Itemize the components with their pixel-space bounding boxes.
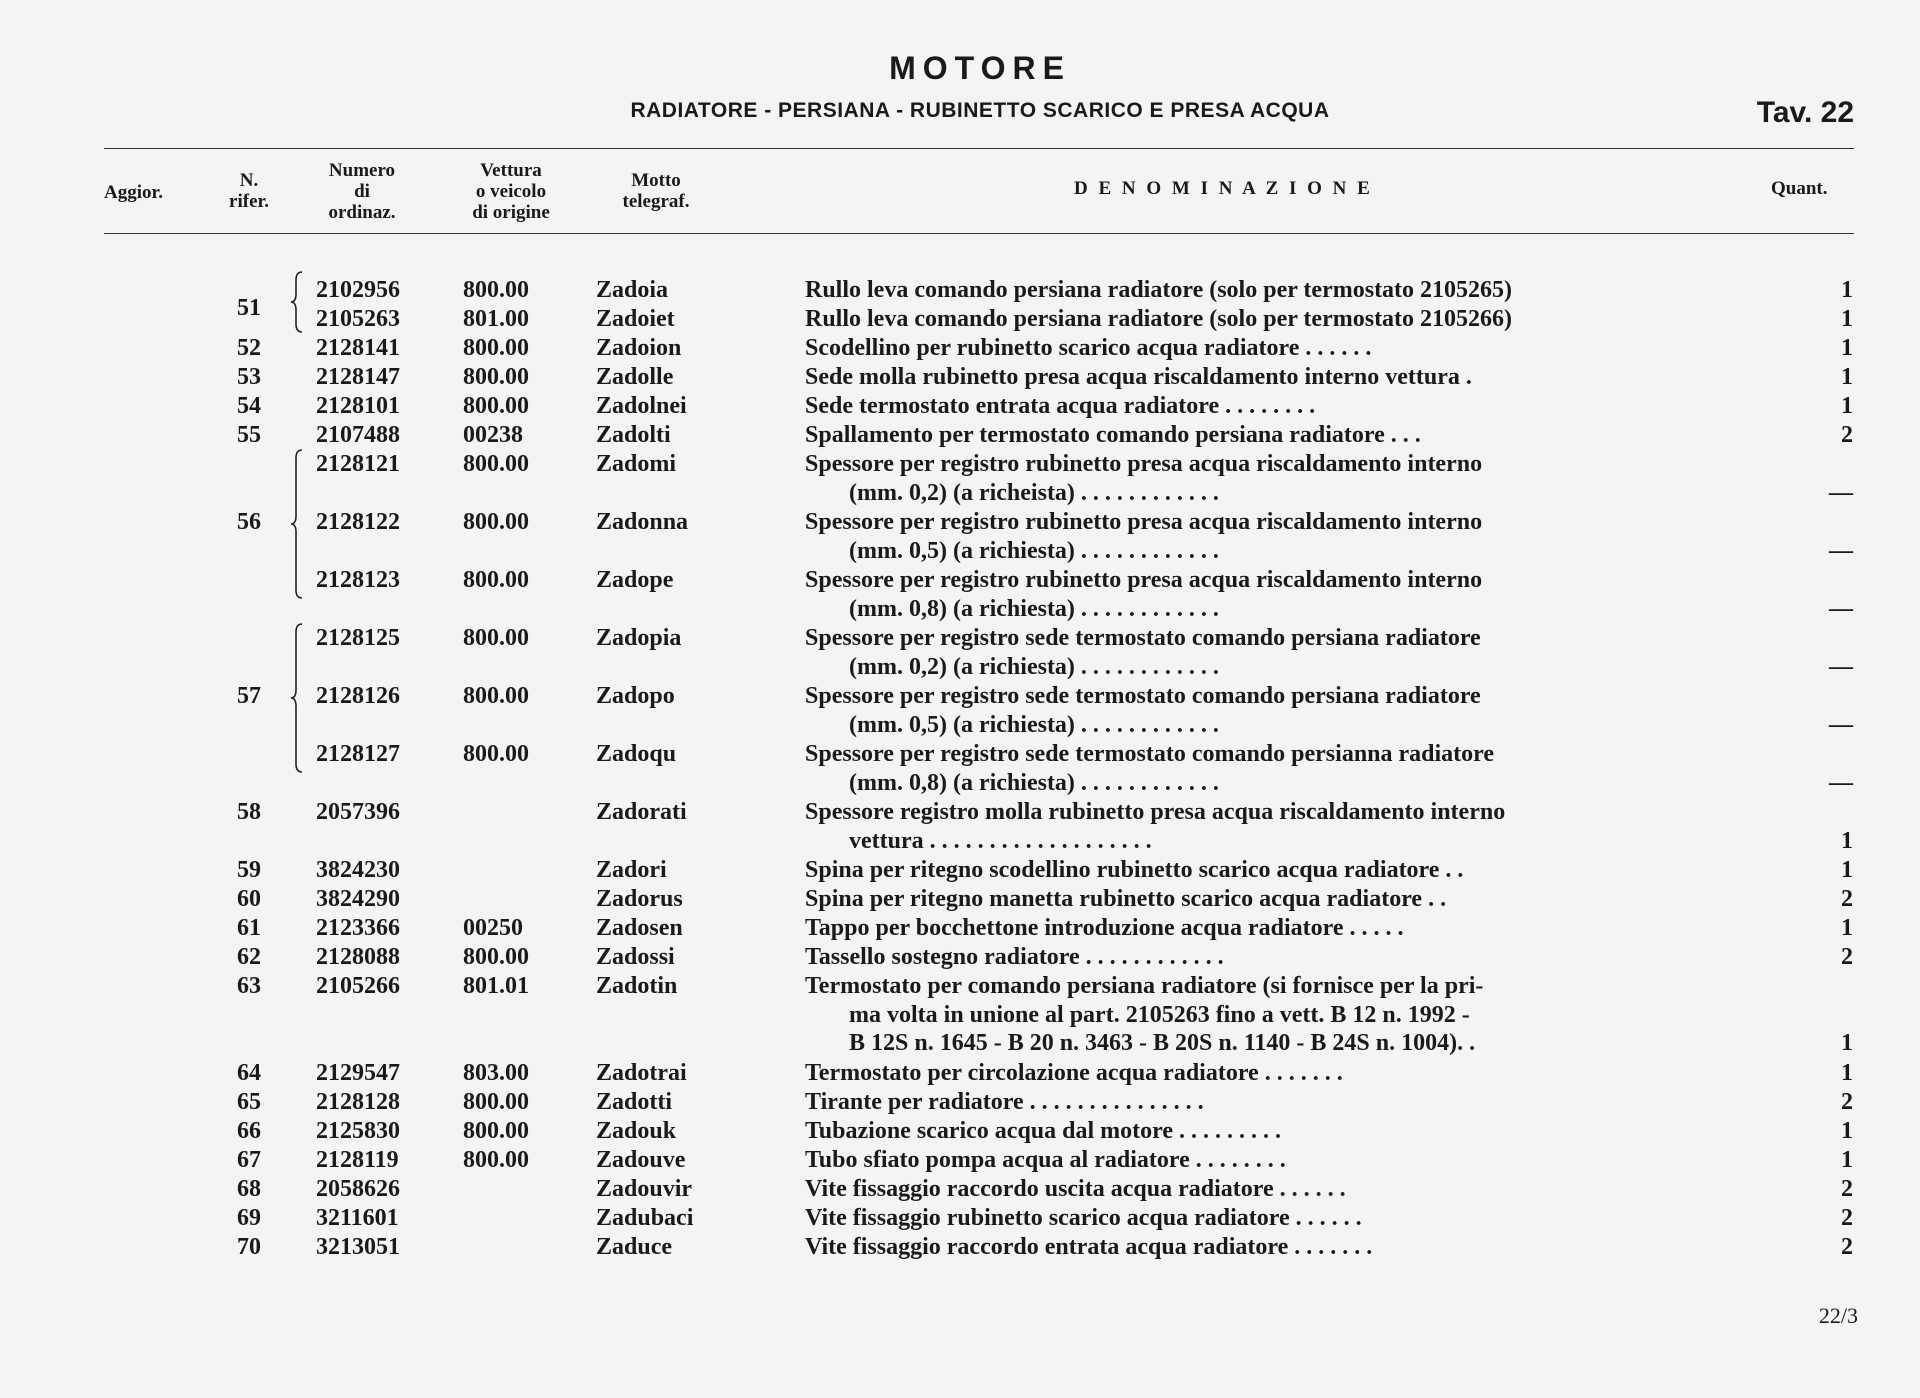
- row-vehicle-origin: 801.01: [463, 973, 529, 999]
- row-vehicle-origin: 800.00: [463, 944, 529, 970]
- row-ref-number: 67: [237, 1147, 261, 1173]
- row-telegraph-code: Zadopia: [596, 625, 682, 651]
- row-ref-number: 64: [237, 1060, 261, 1086]
- row-quantity: 1: [1841, 277, 1853, 303]
- row-ref-number: 55: [237, 422, 261, 448]
- row-telegraph-code: Zadossi: [596, 944, 675, 970]
- row-ref-number: 54: [237, 393, 261, 419]
- row-description-line: Spina per ritegno manetta rubinetto scarico acqua radiatore . .: [805, 886, 1447, 912]
- row-description-line: (mm. 0,5) (a richiesta) . . . . . . . . . . . .: [849, 711, 1219, 738]
- row-order-number: 2105266: [316, 973, 400, 999]
- row-telegraph-code: Zadoiet: [596, 306, 675, 332]
- row-telegraph-code: Zadotti: [596, 1089, 673, 1115]
- row-vehicle-origin: 800.00: [463, 277, 529, 303]
- row-quantity: 2: [1841, 886, 1853, 912]
- row-order-number: 2128147: [316, 364, 400, 390]
- row-description: [805, 363, 1773, 392]
- row-ref-number: 58: [237, 799, 261, 825]
- row-description-line: Spallamento per termostato comando persiana radiatore . . .: [805, 422, 1421, 448]
- row-vehicle-origin: 800.00: [463, 1089, 529, 1115]
- row-vehicle-origin: 800.00: [463, 1118, 529, 1144]
- row-description: [805, 682, 1773, 739]
- row-telegraph-code: Zadorus: [596, 886, 683, 912]
- row-vehicle-origin: 803.00: [463, 1060, 529, 1086]
- row-telegraph-code: Zadouve: [596, 1147, 686, 1173]
- col-header-vettura: Vettura o veicolo di origine: [472, 160, 550, 223]
- row-order-number: 2129547: [316, 1060, 400, 1086]
- row-ref-number: 63: [237, 973, 261, 999]
- row-quantity: 1: [1841, 306, 1853, 332]
- row-description-line: (mm. 0,5) (a richiesta) . . . . . . . . . . . .: [849, 537, 1219, 564]
- col-header-quant: Quant.: [1771, 178, 1828, 199]
- row-order-number: 2107488: [316, 422, 400, 448]
- row-description-line: Sede molla rubinetto presa acqua riscaldamento interno vettura .: [805, 364, 1472, 390]
- row-ref-number: 59: [237, 857, 261, 883]
- group-brace: [290, 622, 304, 774]
- row-description: [805, 334, 1773, 363]
- row-telegraph-code: Zadosen: [596, 915, 683, 941]
- row-order-number: 2128122: [316, 509, 400, 535]
- row-quantity: 2: [1841, 1234, 1853, 1260]
- row-quantity: —: [1829, 653, 1853, 680]
- row-telegraph-code: Zadotin: [596, 973, 678, 999]
- row-description-line: Tubazione scarico acqua dal motore . . . . . . . . .: [805, 1118, 1282, 1144]
- row-quantity: 2: [1841, 1205, 1853, 1231]
- row-description-line: Spessore per registro sede termostato comando persiana radiatore: [805, 625, 1481, 651]
- row-quantity: 1: [1841, 364, 1853, 390]
- row-description-line: Spessore per registro rubinetto presa acqua riscaldamento interno: [805, 509, 1483, 535]
- row-vehicle-origin: 800.00: [463, 567, 529, 593]
- row-vehicle-origin: 800.00: [463, 364, 529, 390]
- row-telegraph-code: Zadope: [596, 567, 674, 593]
- row-quantity: —: [1829, 479, 1853, 506]
- row-description: [805, 450, 1773, 507]
- row-description: [805, 798, 1773, 855]
- col-header-rifer: N. rifer.: [229, 170, 269, 212]
- row-ref-number: 68: [237, 1176, 261, 1202]
- row-telegraph-code: Zadoqu: [596, 741, 677, 767]
- row-order-number: 3824230: [316, 857, 400, 883]
- row-quantity: 1: [1841, 1118, 1853, 1144]
- row-ref-number: 53: [237, 364, 261, 390]
- row-quantity: —: [1829, 711, 1853, 738]
- row-quantity: —: [1829, 769, 1853, 796]
- row-vehicle-origin: 800.00: [463, 683, 529, 709]
- row-description: [805, 740, 1773, 797]
- row-description-line: Tirante per radiatore . . . . . . . . . . . . . . .: [805, 1089, 1204, 1115]
- row-vehicle-origin: 800.00: [463, 335, 529, 361]
- row-description-line: Spessore per registro rubinetto presa acqua riscaldamento interno: [805, 451, 1483, 477]
- row-description-line: (mm. 0,8) (a richiesta) . . . . . . . . . . . .: [849, 769, 1219, 796]
- group-ref-number: 57: [237, 683, 261, 709]
- row-order-number: 3824290: [316, 886, 400, 912]
- row-description: [805, 885, 1773, 914]
- row-vehicle-origin: 801.00: [463, 306, 529, 332]
- row-telegraph-code: Zadolle: [596, 364, 674, 390]
- row-description: [805, 943, 1773, 972]
- row-order-number: 2128101: [316, 393, 400, 419]
- row-ref-number: 66: [237, 1118, 261, 1144]
- row-description-line: B 12S n. 1645 - B 20 n. 3463 - B 20S n. 1140 - B 24S n. 1004). .: [849, 1030, 1476, 1057]
- row-description: [805, 1204, 1773, 1233]
- row-description-line: Spessore per registro rubinetto presa acqua riscaldamento interno: [805, 567, 1483, 593]
- row-description-line: Spina per ritegno scodellino rubinetto scarico acqua radiatore . .: [805, 857, 1464, 883]
- row-quantity: 1: [1841, 393, 1853, 419]
- row-description-line: Rullo leva comando persiana radiatore (solo per termostato 2105266): [805, 306, 1513, 332]
- row-order-number: 2058626: [316, 1176, 400, 1202]
- row-vehicle-origin: 800.00: [463, 393, 529, 419]
- group-brace: [290, 270, 304, 334]
- col-header-aggior: Aggior.: [104, 182, 163, 203]
- row-description: [805, 421, 1773, 450]
- row-order-number: 2128126: [316, 683, 400, 709]
- row-order-number: 2125830: [316, 1118, 400, 1144]
- row-description: [805, 972, 1773, 1058]
- row-telegraph-code: Zadorati: [596, 799, 687, 825]
- row-telegraph-code: Zadoia: [596, 277, 669, 303]
- table-number: Tav. 22: [1756, 96, 1854, 129]
- row-quantity: 2: [1841, 1089, 1853, 1115]
- row-description-line: Tappo per bocchettone introduzione acqua radiatore . . . . .: [805, 915, 1404, 941]
- row-description-line: Scodellino per rubinetto scarico acqua radiatore . . . . . .: [805, 335, 1372, 361]
- row-telegraph-code: Zadouk: [596, 1118, 677, 1144]
- row-ref-number: 69: [237, 1205, 261, 1231]
- row-description: [805, 1146, 1773, 1175]
- row-description-line: ma volta in unione al part. 2105263 fino a vett. B 12 n. 1992 -: [849, 1001, 1470, 1028]
- row-order-number: 2128123: [316, 567, 400, 593]
- row-vehicle-origin: 800.00: [463, 625, 529, 651]
- row-description: [805, 276, 1773, 305]
- row-description: [805, 1233, 1773, 1262]
- row-description: [805, 856, 1773, 885]
- row-order-number: 3213051: [316, 1234, 400, 1260]
- row-ref-number: 61: [237, 915, 261, 941]
- row-telegraph-code: Zadolnei: [596, 393, 687, 419]
- row-description: [805, 1117, 1773, 1146]
- row-ref-number: 52: [237, 335, 261, 361]
- row-telegraph-code: Zadori: [596, 857, 667, 883]
- row-telegraph-code: Zadolti: [596, 422, 671, 448]
- row-telegraph-code: Zadopo: [596, 683, 675, 709]
- row-order-number: 2102956: [316, 277, 400, 303]
- row-quantity: 2: [1841, 422, 1853, 448]
- group-ref-number: 51: [237, 295, 261, 321]
- row-order-number: 2128127: [316, 741, 400, 767]
- row-description-line: Vite fissaggio raccordo entrata acqua radiatore . . . . . . .: [805, 1234, 1373, 1260]
- row-vehicle-origin: 800.00: [463, 451, 529, 477]
- row-description-line: vettura . . . . . . . . . . . . . . . . . . .: [849, 827, 1152, 854]
- row-description-line: Tubo sfiato pompa acqua al radiatore . . . . . . . .: [805, 1147, 1286, 1173]
- row-description-line: Termostato per circolazione acqua radiatore . . . . . . .: [805, 1060, 1343, 1086]
- row-description: [805, 392, 1773, 421]
- row-description-line: Vite fissaggio raccordo uscita acqua radiatore . . . . . .: [805, 1176, 1346, 1202]
- row-description-line: Sede termostato entrata acqua radiatore . . . . . . . .: [805, 393, 1316, 419]
- row-description-line: Tassello sostegno radiatore . . . . . . . . . . . .: [805, 944, 1224, 970]
- row-telegraph-code: Zadouvir: [596, 1176, 693, 1202]
- row-telegraph-code: Zadotrai: [596, 1060, 687, 1086]
- row-order-number: 2128125: [316, 625, 400, 651]
- row-vehicle-origin: 800.00: [463, 1147, 529, 1173]
- row-telegraph-code: Zadoion: [596, 335, 682, 361]
- page-number: 22/3: [1818, 1303, 1858, 1328]
- row-description: [805, 1088, 1773, 1117]
- col-header-denominazione: D E N O M I N A Z I O N E: [1074, 178, 1373, 199]
- row-ref-number: 60: [237, 886, 261, 912]
- row-description: [805, 508, 1773, 565]
- row-telegraph-code: Zadomi: [596, 451, 677, 477]
- row-quantity: 2: [1841, 944, 1853, 970]
- row-description-line: Spessore per registro sede termostato comando persianna radiatore: [805, 741, 1495, 767]
- col-header-numero: Numero di ordinaz.: [328, 160, 396, 223]
- row-telegraph-code: Zadubaci: [596, 1205, 694, 1231]
- row-telegraph-code: Zadonna: [596, 509, 689, 535]
- row-quantity: —: [1829, 537, 1853, 564]
- row-quantity: 1: [1841, 335, 1853, 361]
- row-quantity: 1: [1841, 857, 1853, 883]
- row-order-number: 2128119: [316, 1147, 399, 1173]
- row-description-line: (mm. 0,8) (a richiesta) . . . . . . . . . . . .: [849, 595, 1219, 622]
- row-description: [805, 624, 1773, 681]
- row-ref-number: 62: [237, 944, 261, 970]
- row-vehicle-origin: 00238: [463, 422, 523, 448]
- row-quantity: 2: [1841, 1176, 1853, 1202]
- row-quantity: 1: [1841, 1030, 1853, 1057]
- row-order-number: 2128141: [316, 335, 400, 361]
- row-quantity: —: [1829, 595, 1853, 622]
- col-header-motto: Motto telegraf.: [622, 170, 690, 212]
- row-description-line: Rullo leva comando persiana radiatore (solo per termostato 2105265): [805, 277, 1513, 303]
- row-vehicle-origin: 800.00: [463, 741, 529, 767]
- group-ref-number: 56: [237, 509, 261, 535]
- row-vehicle-origin: 00250: [463, 915, 523, 941]
- row-description: [805, 566, 1773, 623]
- row-description-line: (mm. 0,2) (a richeista) . . . . . . . . . . . .: [849, 479, 1219, 506]
- row-ref-number: 65: [237, 1089, 261, 1115]
- row-order-number: 2123366: [316, 915, 400, 941]
- row-description-line: Spessore registro molla rubinetto presa acqua riscaldamento interno: [805, 799, 1506, 825]
- row-order-number: 2128128: [316, 1089, 400, 1115]
- row-order-number: 2105263: [316, 306, 400, 332]
- row-description: [805, 1059, 1773, 1088]
- row-description-line: Vite fissaggio rubinetto scarico acqua radiatore . . . . . .: [805, 1205, 1362, 1231]
- row-order-number: 2128088: [316, 944, 400, 970]
- row-order-number: 2057396: [316, 799, 400, 825]
- row-description: [805, 305, 1773, 334]
- page-title: MOTORE: [889, 50, 1071, 86]
- row-order-number: 2128121: [316, 451, 400, 477]
- row-description-line: Termostato per comando persiana radiatore (si fornisce per la pri-: [805, 973, 1484, 999]
- row-vehicle-origin: 800.00: [463, 509, 529, 535]
- group-brace: [290, 448, 304, 600]
- row-quantity: 1: [1841, 827, 1853, 854]
- row-telegraph-code: Zaduce: [596, 1234, 673, 1260]
- row-description-line: Spessore per registro sede termostato comando persiana radiatore: [805, 683, 1481, 709]
- row-ref-number: 70: [237, 1234, 261, 1260]
- row-description: [805, 1175, 1773, 1204]
- row-quantity: 1: [1841, 1147, 1853, 1173]
- row-order-number: 3211601: [316, 1205, 399, 1231]
- row-quantity: 1: [1841, 1060, 1853, 1086]
- page-subtitle: RADIATORE - PERSIANA - RUBINETTO SCARICO E PRESA ACQUA: [630, 99, 1330, 122]
- row-quantity: 1: [1841, 915, 1853, 941]
- row-description-line: (mm. 0,2) (a richiesta) . . . . . . . . . . . .: [849, 653, 1219, 680]
- row-description: [805, 914, 1773, 943]
